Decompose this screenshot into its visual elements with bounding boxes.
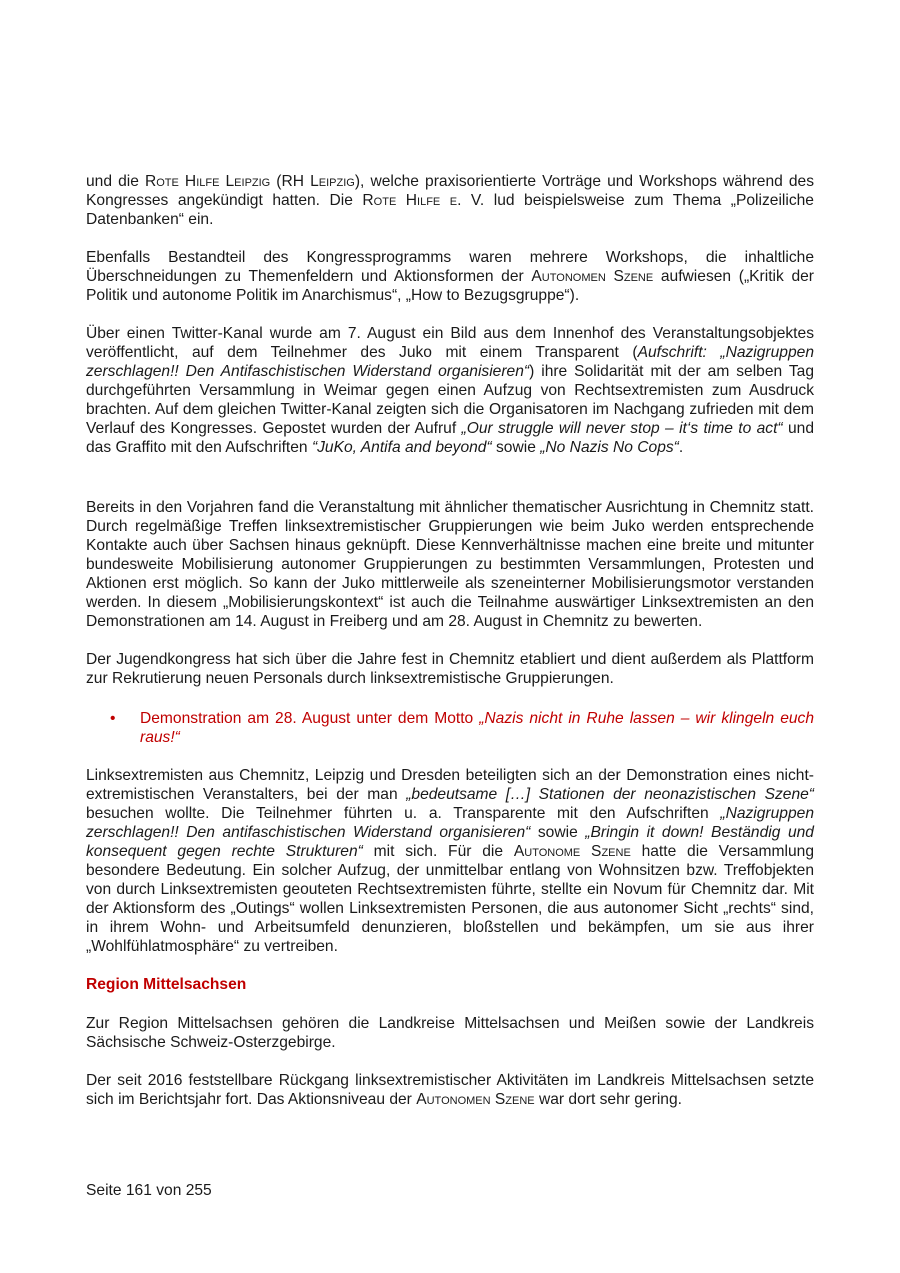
section-heading-mittelsachsen: Region Mittelsachsen — [86, 976, 247, 993]
paragraph-rueckgang: Der seit 2016 feststellbare Rückgang linksextremistischer Aktivitäten im Landkreis Mittelsachsen setzte sich im Berichtsjahr fort. Das Aktionsniveau der Autonomen Szene war dort sehr gering. — [86, 1072, 814, 1108]
paragraph-workshops: Ebenfalls Bestandteil des Kongressprogramms waren mehrere Workshops, die inhaltliche Überschneidungen zu Themenfeldern und Aktionsformen der Autonomen Szene aufwiesen („Kritik der Politik und autonome Politik im Anarchismus“, „How to Bezugsgruppe“). — [86, 249, 815, 304]
paragraph-rote-hilfe: und die Rote Hilfe Leipzig (RH Leipzig), welche praxisorientierte Vorträge und Workshops während des Kongresses angekündigt hatten. Die Rote Hilfe e. V. lud beispielsweise zum Thema „Polizeiliche Datenbanken“ ein. — [86, 173, 814, 228]
paragraph-jugendkongress: Der Jugendkongress hat sich über die Jahre fest in Chemnitz etabliert und dient außerdem als Plattform zur Rekrutierung neuen Personals durch linksextremistische Gruppierungen. — [86, 651, 814, 687]
bullet-text: Demonstration am 28. August unter dem Motto „Nazis nicht in Ruhe lassen – wir klingeln euch raus!“ — [140, 710, 815, 746]
paragraph-region: Zur Region Mittelsachsen gehören die Landkreise Mittelsachsen und Meißen sowie der Landkreis Sächsische Schweiz-Osterzgebirge. — [86, 1015, 814, 1051]
page-number: Seite 161 von 255 — [86, 1182, 212, 1199]
paragraph-twitter: Über einen Twitter-Kanal wurde am 7. August ein Bild aus dem Innenhof des Veranstaltungsobjektes veröffentlicht, auf dem Teilnehmer des Juko mit einem Transparent (Aufschrift: „Nazigruppen zerschlagen!! Den Antifaschistischen Widerstand organisieren“) ihre Solidarität mit der am selben Tag durchgeführten Versammlung in Weimar gegen einen Aufzug von Rechtsextremisten zum Ausdruck brachten. Auf dem gleichen Twitter-Kanal zeigten sich die Organisatoren im Nachgang zufrieden mit dem Verlauf des Kongresses. Gepostet wurden der Aufruf „Our struggle will never stop – it‘s time to act“ und das Graffito mit den Aufschriften “JuKo, Antifa and beyond“ sowie „No Nazis No Cops“. — [86, 325, 815, 456]
paragraph-demonstration: Linksextremisten aus Chemnitz, Leipzig und Dresden beteiligten sich an der Demonstration eines nicht-extremistischen Veranstalters, bei der man „bedeutsame […] Stationen der neonazistischen Szene“ besuchen wollte. Die Teilnehmer führten u. a. Transparente mit den Aufschriften „Nazigruppen zerschlagen!! Den antifaschistischen Widerstand organisieren“ sowie „Bringin it down! Beständig und konsequent gegen rechte Strukturen“ mit sich. Für die Autonome Szene hatte die Versammlung besondere Bedeutung. Ein solcher Aufzug, der unmittelbar entlang von Wohnsitzen bzw. Treffobjekten von durch Linksextremisten geouteten Rechtsextremisten führte, stellte ein Novum für Chemnitz dar. Mit der Aktionsform des „Outings“ wollen Linksextremisten Personen, die aus autonomer Sicht „rechts“ sind, in ihrem Wohn- und Arbeitsumfeld denunzieren, bloßstellen und bekämpfen, um sie aus ihrer „Wohlfühlatmosphäre“ zu vertreiben. — [86, 767, 814, 955]
paragraph-vorjahre: Bereits in den Vorjahren fand die Veranstaltung mit ähnlicher thematischer Ausrichtung in Chemnitz statt. Durch regelmäßige Treffen linksextremistischer Gruppierungen wie beim Juko werden entsprechende Kontakte auch über Sachsen hinaus geknüpft. Diese Kennverhältnisse machen eine breite und mitunter bundesweite Mobilisierung autonomer Gruppierungen zu bestimmten Versammlungen, Protesten und Aktionen erst möglich. So kann der Juko mittlerweile als szeneinterner Mobilisierungsmotor verstanden werden. In diesem „Mobilisierungskontext“ ist auch die Teilnahme auswärtiger Linksextremisten an den Demonstrationen am 14. August in Freiberg und am 28. August in Chemnitz zu bewerten. — [86, 499, 814, 630]
bullet-icon: • — [110, 710, 116, 727]
